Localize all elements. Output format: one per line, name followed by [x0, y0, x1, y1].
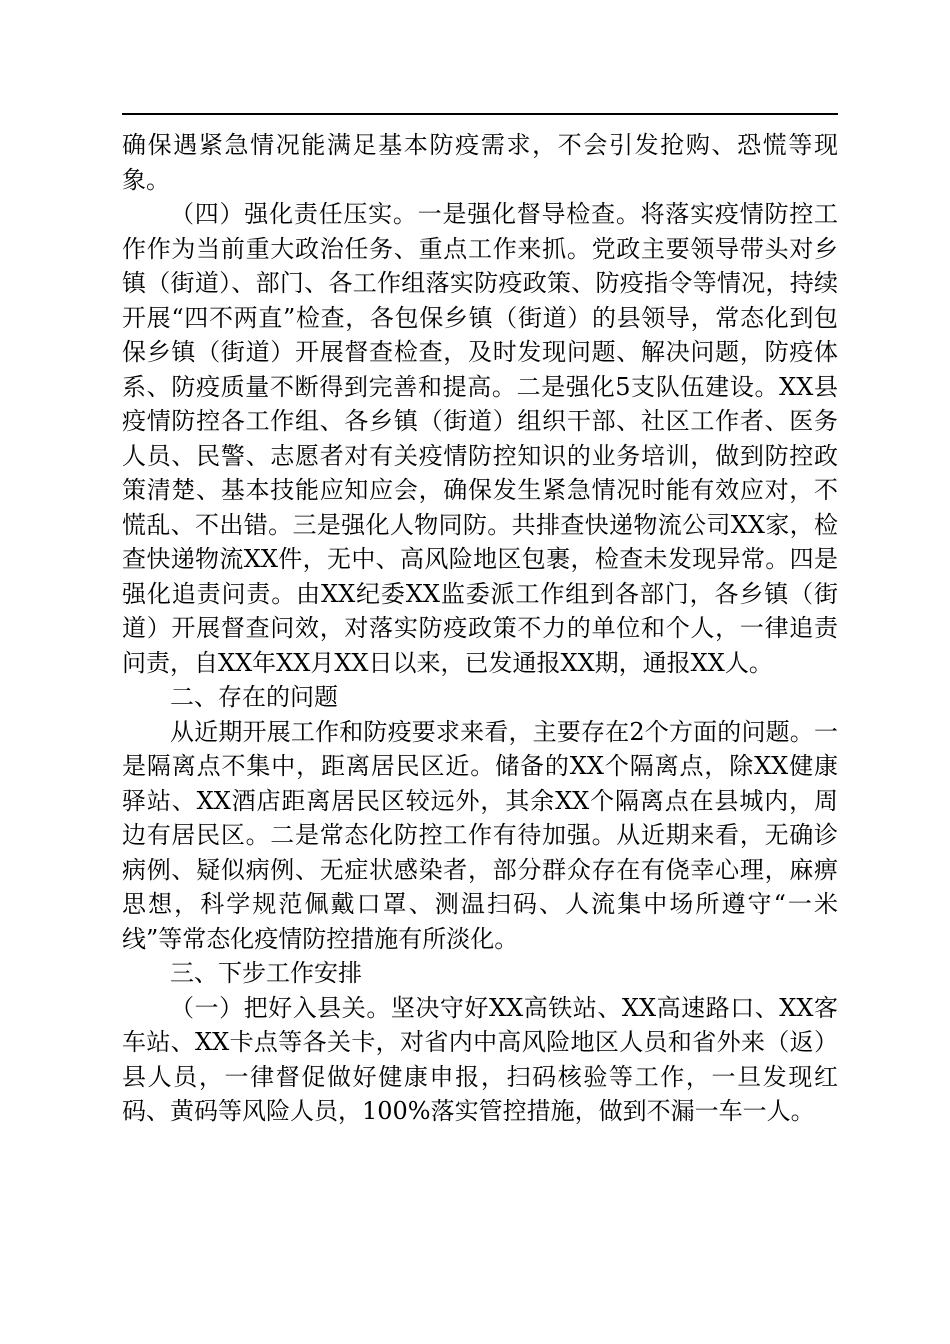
section-heading-problems: 二、存在的问题 — [170, 683, 338, 711]
paragraph-continuation: 确保遇紧急情况能满足基本防疫需求，不会引发抢购、恐慌等现象。 — [122, 131, 838, 194]
document-body — [122, 128, 838, 1129]
section-heading-next-steps: 三、下步工作安排 — [170, 959, 362, 987]
paragraph-county-entry: （一）把好入县关。坚决守好XX高铁站、XX高速路口、XX客车站、XX卡点等各关卡，对省内中高风险地区人员和省外来（返）县人员，一律督促做好健康申报，扫码核验等工作，一旦发现红码、黄码等风险人员，100%落实管控措施，做到不漏一车一人。 — [122, 993, 838, 1125]
paragraph-problems: 从近期开展工作和防疫要求来看，主要存在2个方面的问题。一是隔离点不集中，距离居民区近。储备的XX个隔离点，除XX健康驿站、XX酒店距离居民区较远外，其余XX个隔离点在县城内，周边有居民区。二是常态化防控工作有待加强。从近期来看，无确诊病例、疑似病例、无症状感染者，部分群众存在有侥幸心理，麻痹思想，科学规范佩戴口罩、测温扫码、人流集中场所遵守“一米线”等常态化疫情防控措施有所淡化。 — [122, 717, 838, 953]
header-rule — [122, 113, 838, 115]
paragraph-responsibility: （四）强化责任压实。一是强化督导检查。将落实疫情防控工作作为当前重大政治任务、重点工作来抓。党政主要领导带头对乡镇（街道）、部门、各工作组落实防疫政策、防疫指令等情况，持续开展“四不两直”检查，各包保乡镇（街道）的县领导，常态化到包保乡镇（街道）开展督查检查，及时发现问题、解决问题，防疫体系、防疫质量不断得到完善和提高。二是强化5支队伍建设。XX县疫情防控各工作组、各乡镇（街道）组织干部、社区工作者、医务人员、民警、志愿者对有关疫情防控知识的业务培训，做到防控政策清楚、基本技能应知应会，确保发生紧急情况时能有效应对，不慌乱、不出错。三是强化人物同防。共排查快递物流公司XX家，检查快递物流XX件，无中、高风险地区包裹，检查未发现异常。四是强化追责问责。由XX纪委XX监委派工作组到各部门，各乡镇（街道）开展督查问效，对落实防疫政策不力的单位和个人，一律追责问责，自XX年XX月XX日以来，已发通报XX期，通报XX人。 — [122, 200, 838, 677]
